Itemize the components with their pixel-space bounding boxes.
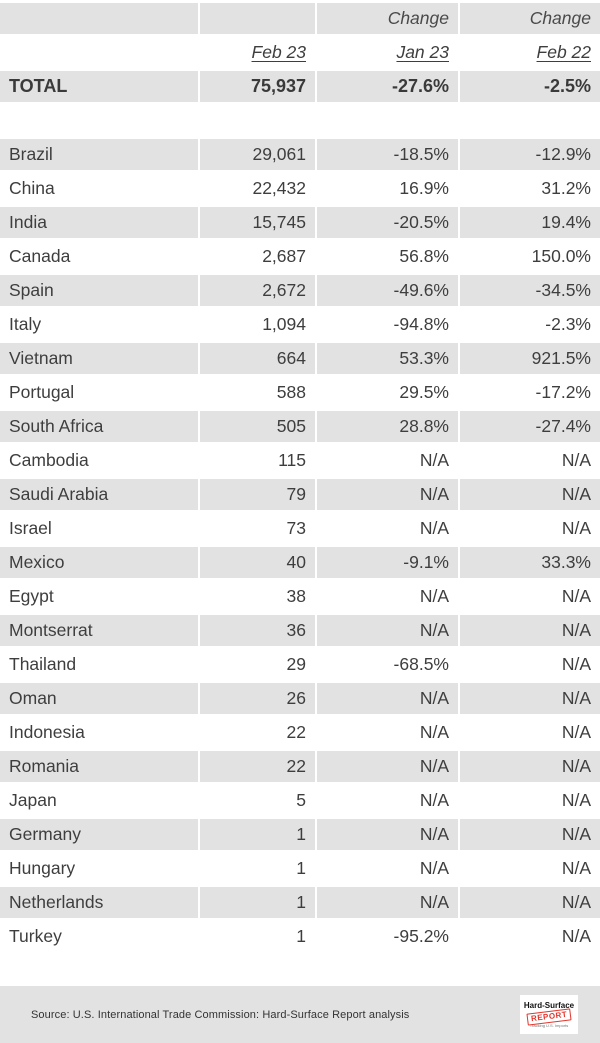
change-cell: N/A	[317, 581, 458, 612]
value-cell: 1	[200, 853, 315, 884]
total-label: TOTAL	[0, 71, 198, 102]
change-cell: -18.5%	[317, 139, 458, 170]
change-cell: 56.8%	[317, 241, 458, 272]
change-cell: 29.5%	[317, 377, 458, 408]
table-row	[0, 343, 600, 374]
change-cell: N/A	[460, 683, 600, 714]
country-cell: South Africa	[0, 411, 198, 442]
country-cell: Germany	[0, 819, 198, 850]
table-row	[0, 581, 600, 612]
period-label: Feb 22	[536, 42, 591, 62]
value-cell: 79	[200, 479, 315, 510]
total-value: 75,937	[200, 71, 315, 102]
table-row	[0, 921, 600, 952]
change-cell: -94.8%	[317, 309, 458, 340]
country-cell: Japan	[0, 785, 198, 816]
table-row	[0, 241, 600, 272]
change-cell: N/A	[317, 479, 458, 510]
change-cell: N/A	[460, 581, 600, 612]
change-cell: N/A	[460, 887, 600, 918]
country-cell: Vietnam	[0, 343, 198, 374]
change-cell: N/A	[317, 785, 458, 816]
country-cell: Indonesia	[0, 717, 198, 748]
change-cell: -9.1%	[317, 547, 458, 578]
value-cell: 5	[200, 785, 315, 816]
value-cell: 505	[200, 411, 315, 442]
change-cell: -20.5%	[317, 207, 458, 238]
change-cell: -49.6%	[317, 275, 458, 306]
table-row	[0, 309, 600, 340]
value-cell: 38	[200, 581, 315, 612]
value-cell: 2,672	[200, 275, 315, 306]
change-cell: N/A	[317, 445, 458, 476]
value-cell: 29	[200, 649, 315, 680]
value-cell: 40	[200, 547, 315, 578]
spacer-cell	[460, 105, 600, 136]
change-cell: 53.3%	[317, 343, 458, 374]
change-cell: N/A	[460, 717, 600, 748]
country-cell: Oman	[0, 683, 198, 714]
country-cell: China	[0, 173, 198, 204]
value-cell: 588	[200, 377, 315, 408]
table-row	[0, 751, 600, 782]
table-row	[0, 717, 600, 748]
country-cell: India	[0, 207, 198, 238]
table-row	[0, 887, 600, 918]
change-cell: -27.4%	[460, 411, 600, 442]
spacer-cell	[200, 105, 315, 136]
change-cell: -95.2%	[317, 921, 458, 952]
country-cell: Brazil	[0, 139, 198, 170]
change-cell: -68.5%	[317, 649, 458, 680]
change-cell: N/A	[460, 615, 600, 646]
spacer-cell	[0, 105, 198, 136]
country-cell: Turkey	[0, 921, 198, 952]
country-cell: Saudi Arabia	[0, 479, 198, 510]
change-cell: N/A	[460, 513, 600, 544]
spacer-cell	[317, 105, 458, 136]
table-row	[0, 377, 600, 408]
change-cell: N/A	[460, 479, 600, 510]
header-blank-cell	[200, 3, 315, 34]
change-cell: N/A	[317, 853, 458, 884]
hard-surface-report-logo	[520, 995, 578, 1034]
change-cell: N/A	[460, 445, 600, 476]
logo-report-stamp: REPORT	[526, 1008, 571, 1025]
change-cell: N/A	[460, 785, 600, 816]
table-row	[0, 615, 600, 646]
header-row-change	[0, 3, 600, 34]
period-feb23-header	[200, 37, 315, 68]
header-blank-cell	[0, 37, 198, 68]
table-header	[0, 3, 600, 136]
value-cell: 1	[200, 887, 315, 918]
value-cell: 73	[200, 513, 315, 544]
period-label: Feb 23	[251, 42, 306, 62]
change-cell: N/A	[460, 819, 600, 850]
change-cell: 921.5%	[460, 343, 600, 374]
table-row	[0, 819, 600, 850]
change-cell: 33.3%	[460, 547, 600, 578]
value-cell: 664	[200, 343, 315, 374]
table-row	[0, 207, 600, 238]
header-blank-cell	[0, 3, 198, 34]
change-cell: 150.0%	[460, 241, 600, 272]
value-cell: 2,687	[200, 241, 315, 272]
value-cell: 1,094	[200, 309, 315, 340]
change-cell: N/A	[317, 513, 458, 544]
change-cell: -12.9%	[460, 139, 600, 170]
country-cell: Thailand	[0, 649, 198, 680]
country-cell: Canada	[0, 241, 198, 272]
table-row	[0, 173, 600, 204]
value-cell: 26	[200, 683, 315, 714]
change-cell: N/A	[317, 615, 458, 646]
table-row	[0, 139, 600, 170]
country-cell: Netherlands	[0, 887, 198, 918]
value-cell: 29,061	[200, 139, 315, 170]
value-cell: 22,432	[200, 173, 315, 204]
value-cell: 115	[200, 445, 315, 476]
change-cell: N/A	[317, 887, 458, 918]
change-cell: -17.2%	[460, 377, 600, 408]
source-note: Source: U.S. International Trade Commission: Hard-Surface Report analysis	[31, 1008, 410, 1021]
country-cell: Portugal	[0, 377, 198, 408]
change-cell: 16.9%	[317, 173, 458, 204]
country-cell: Montserrat	[0, 615, 198, 646]
change-cell: N/A	[460, 921, 600, 952]
period-jan23-header	[317, 37, 458, 68]
table-row	[0, 411, 600, 442]
header-row-periods	[0, 37, 600, 68]
country-cell: Spain	[0, 275, 198, 306]
value-cell: 36	[200, 615, 315, 646]
value-cell: 22	[200, 751, 315, 782]
country-cell: Hungary	[0, 853, 198, 884]
table-body	[0, 139, 600, 952]
logo-tagline: Tracking U.S. Imports	[529, 1022, 569, 1028]
spacer-row	[0, 105, 600, 136]
table-row	[0, 275, 600, 306]
country-cell: Egypt	[0, 581, 198, 612]
change-cell: 28.8%	[317, 411, 458, 442]
logo-title: Hard-Surface	[523, 1000, 575, 1010]
period-label: Jan 23	[396, 42, 449, 62]
table-row	[0, 513, 600, 544]
change-jan-header: Change	[317, 3, 458, 34]
change-cell: N/A	[317, 819, 458, 850]
table-row	[0, 785, 600, 816]
change-cell: N/A	[460, 853, 600, 884]
country-cell: Romania	[0, 751, 198, 782]
total-change-feb: -2.5%	[460, 71, 600, 102]
table-row	[0, 479, 600, 510]
change-cell: N/A	[317, 751, 458, 782]
value-cell: 1	[200, 921, 315, 952]
total-row	[0, 71, 600, 102]
table-row	[0, 649, 600, 680]
period-feb22-header	[460, 37, 600, 68]
total-change-jan: -27.6%	[317, 71, 458, 102]
change-cell: -2.3%	[460, 309, 600, 340]
change-feb-header: Change	[460, 3, 600, 34]
table-row	[0, 683, 600, 714]
change-cell: N/A	[460, 649, 600, 680]
country-cell: Cambodia	[0, 445, 198, 476]
change-cell: N/A	[317, 683, 458, 714]
country-cell: Israel	[0, 513, 198, 544]
country-cell: Italy	[0, 309, 198, 340]
country-cell: Mexico	[0, 547, 198, 578]
table-row	[0, 547, 600, 578]
change-cell: 19.4%	[460, 207, 600, 238]
change-cell: 31.2%	[460, 173, 600, 204]
table-row	[0, 445, 600, 476]
table-row	[0, 853, 600, 884]
change-cell: N/A	[460, 751, 600, 782]
change-cell: -34.5%	[460, 275, 600, 306]
value-cell: 22	[200, 717, 315, 748]
value-cell: 15,745	[200, 207, 315, 238]
footer-bar	[0, 986, 600, 1043]
change-cell: N/A	[317, 717, 458, 748]
value-cell: 1	[200, 819, 315, 850]
